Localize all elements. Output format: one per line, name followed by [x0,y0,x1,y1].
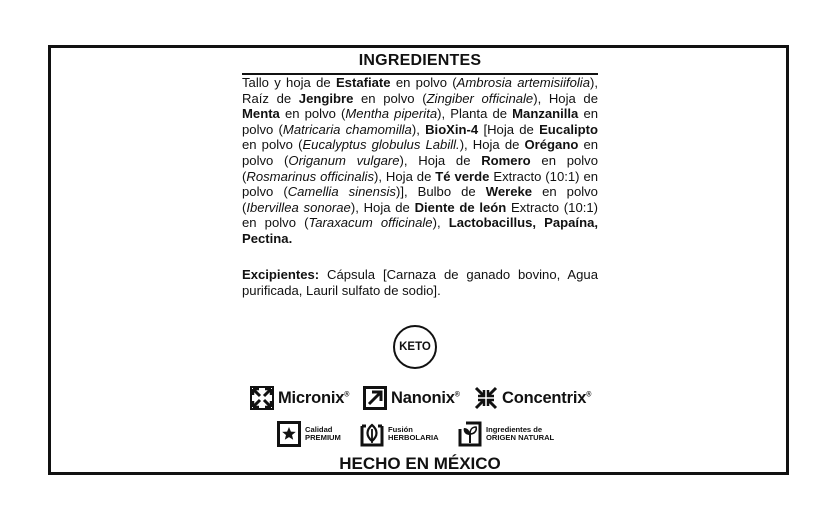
ingredient-text: ), Planta de [437,106,513,122]
excipients-body: Cápsula [Carnaza de ganado bovino, Agua purificada, Lauril sulfato de sodio]. [242,267,598,298]
botanical-name: Zingiber officinale [426,90,534,106]
ingredient-name: Estafiate [335,75,391,90]
made-in-mexico: HECHO EN MÉXICO [339,454,501,473]
ingredient-text: )], Bulbo de [395,184,486,200]
seal-herbolaria-text: Fusión HERBOLARIA [388,424,439,442]
micronix-icon [250,386,274,410]
ingredient-name: Orégano [524,137,579,153]
ingredient-text: ), Raíz de [242,75,598,106]
ingredient-name: Lactobacillus, Papaína, Pectina. [242,215,598,246]
ingredient-text: Extracto (10:1) en polvo ( [242,199,599,231]
ingredient-text: ), [411,121,426,137]
excipients-text [242,267,598,298]
ingredient-text: en polvo ( [279,106,346,122]
concentrix-icon [474,386,498,410]
botanical-name: Ibervillea sonorae [246,199,351,215]
ingredient-text: en polvo ( [242,137,599,168]
botanical-name: Taraxacum officinale [308,215,433,231]
ingredient-name: Wereke [485,184,533,200]
sprout-seal-icon [458,421,482,447]
nanonix-icon [363,386,387,410]
seal-premium [277,420,341,448]
ingredient-name: Jengibre [298,90,354,106]
concentrix-name: Concentrix® [502,388,592,407]
seal-herbolaria [360,420,439,448]
ingredient-text: en polvo ( [242,137,303,153]
seal-origen-natural [458,420,554,448]
ingredient-name: BioXin-4 [425,121,479,137]
ingredient-text: ), Hoja de [374,168,436,184]
nanonix-name: Nanonix® [391,388,460,407]
technology-logos [0,385,840,411]
seal-premium-text: Calidad PREMIUM [305,424,341,442]
botanical-name: Mentha piperita [345,106,438,122]
ingredient-text: ), Hoja de [533,90,598,106]
ingredient-text: Extracto (10:1) en polvo ( [242,168,599,200]
ingredient-name: Té verde [435,168,490,184]
nanonix-logo [363,385,460,411]
botanical-name: Ambrosia artemisiifolia [456,75,590,90]
ingredient-text: en polvo ( [353,90,427,106]
ingredient-text: en polvo ( [242,152,598,184]
ingredient-name: Eucalipto [539,121,598,137]
quality-seals [0,420,840,448]
botanical-name: Origanum vulgare [288,152,400,168]
concentrix-logo [474,385,591,411]
botanical-name: Eucalyptus globulus Labill. [302,137,460,153]
botanical-name: Camellia sinensis [287,184,396,200]
botanical-name: Rosmarinus officinalis [246,168,375,184]
ingredient-name: Menta [242,106,280,122]
ingredient-text: ), Hoja de [350,199,415,215]
ingredient-name: Romero [481,152,531,168]
micronix-name: Micronix® [278,388,350,407]
ingredient-text: ), Hoja de [459,137,525,153]
ingredient-text: en polvo ( [390,75,457,90]
ingredient-text: en polvo ( [242,106,599,137]
ingredients-heading: INGREDIENTES [358,52,482,69]
keto-badge: KETO [393,325,437,369]
ingredient-text: ), [432,215,449,231]
ingredient-name: Manzanilla [512,106,579,122]
ingredients-list [242,75,598,247]
seal-origen-natural-text: Ingredientes de ORIGEN NATURAL [486,424,555,442]
ingredient-text: ), Hoja de [399,152,482,168]
leaf-seal-icon [360,421,384,447]
ingredient-name: Diente de león [414,199,507,215]
ingredient-text: [Hoja de [478,121,540,137]
star-seal-icon [277,421,301,447]
micronix-logo [250,385,349,411]
ingredient-text: Tallo y hoja de [242,75,336,90]
ingredient-text: en polvo ( [242,184,598,215]
excipients-label: Excipientes: [242,267,320,282]
botanical-name: Matricaria chamomilla [282,121,412,137]
